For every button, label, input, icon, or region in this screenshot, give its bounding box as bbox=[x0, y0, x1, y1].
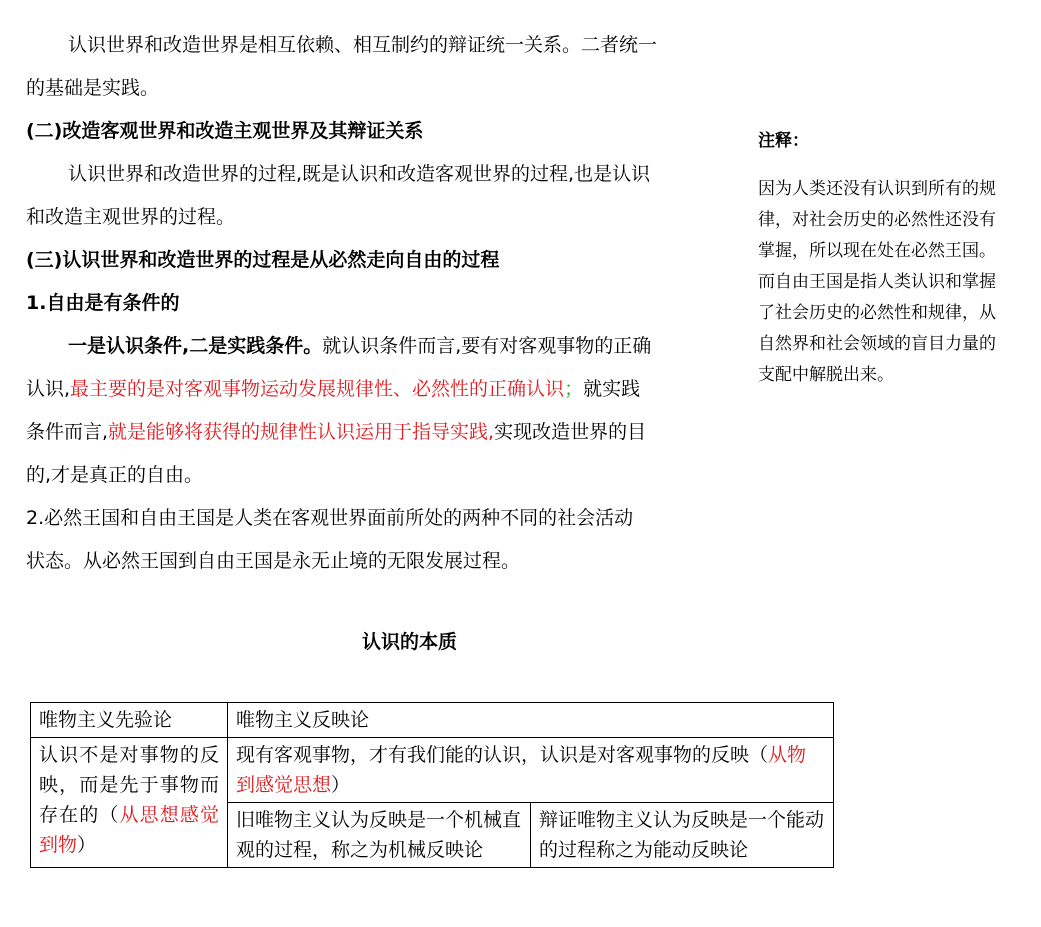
annotation-line: 因为人类还没有认识到所有的规 bbox=[758, 179, 996, 199]
green-semicolon: ； bbox=[564, 378, 584, 400]
comparison-table bbox=[30, 702, 834, 868]
table-row bbox=[31, 703, 834, 738]
paragraph-3-text-1: 就认识条件而言,要有对客观事物的正确 bbox=[322, 335, 652, 357]
annotation-line: 支配中解脱出来。 bbox=[758, 365, 894, 385]
paragraph-3-text-2: 认识, bbox=[26, 378, 71, 400]
paragraph-4-line-2: 状态。从必然王国到自由王国是永无止境的无限发展过程。 bbox=[26, 550, 521, 572]
annotation-line: 了社会历史的必然性和规律，从 bbox=[758, 303, 996, 323]
main-text bbox=[26, 24, 716, 583]
header-cell-apriorism: 唯物主义先验论 bbox=[31, 703, 228, 738]
paragraph-3-line-1 bbox=[26, 325, 716, 368]
reflection-cell bbox=[228, 738, 834, 803]
reflection-red-text: 从物到感觉思想 bbox=[236, 744, 807, 796]
heading-3: (三)认识世界和改造世界的过程是从必然走向自由的过程 bbox=[26, 249, 500, 271]
annotation-title: 注释： bbox=[758, 131, 809, 151]
annotation-line: 而自由王国是指人类认识和掌握 bbox=[758, 272, 996, 292]
heading-3-sub: 1.自由是有条件的 bbox=[26, 292, 180, 314]
paragraph-3-text-4: 条件而言, bbox=[26, 421, 109, 443]
annotation-panel bbox=[758, 124, 1028, 391]
annotation-line: 掌握，所以现在处在必然王国。 bbox=[758, 241, 996, 261]
paragraph-2-line-2: 和改造主观世界的过程。 bbox=[26, 206, 236, 228]
conditions-bold: 一是认识条件,二是实践条件。 bbox=[68, 335, 323, 357]
paragraph-3-line-2 bbox=[26, 368, 716, 411]
heading-2: (二)改造客观世界和改造主观世界及其辩证关系 bbox=[26, 120, 424, 142]
paragraph-3-text-5: 实现改造世界的目 bbox=[494, 421, 647, 443]
highlight-red-2: 就是能够将获得的规律性认识运用于指导实践, bbox=[108, 421, 495, 443]
header-cell-reflection: 唯物主义反映论 bbox=[228, 703, 834, 738]
section-title: 认识的本质 bbox=[362, 631, 458, 653]
old-materialism-cell: 旧唯物主义认为反映是一个机械直观的过程，称之为机械反映论 bbox=[228, 803, 531, 868]
paragraph-3-line-4: 的,才是真正的自由。 bbox=[26, 464, 204, 486]
table-row bbox=[31, 738, 834, 803]
apriorism-cell bbox=[31, 738, 228, 868]
reflection-text: 现有客观事物，才有我们能的认识，认识是对客观事物的反映（ bbox=[236, 744, 769, 766]
annotation-line: 律，对社会历史的必然性还没有 bbox=[758, 210, 996, 230]
paragraph-1-line-1: 认识世界和改造世界是相互依赖、相互制约的辩证统一关系。二者统一 bbox=[68, 34, 658, 56]
paragraph-3-text-3: 就实践 bbox=[583, 378, 641, 400]
annotation-line: 自然界和社会领域的盲目力量的 bbox=[758, 334, 996, 354]
paragraph-3-line-3 bbox=[26, 411, 716, 454]
paragraph-2-line-1: 认识世界和改造世界的过程,既是认识和改造客观世界的过程,也是认识 bbox=[68, 163, 651, 185]
paragraph-4-line-1: 2.必然王国和自由王国是人类在客观世界面前所处的两种不同的社会活动 bbox=[26, 507, 634, 529]
dialectical-materialism-cell: 辩证唯物主义认为反映是一个能动的过程称之为能动反映论 bbox=[531, 803, 834, 868]
apriorism-end: ） bbox=[77, 834, 97, 856]
reflection-end: ） bbox=[331, 774, 351, 796]
paragraph-1-line-2: 的基础是实践。 bbox=[26, 77, 160, 99]
apriorism-red-text: 从思想感觉到物 bbox=[39, 804, 219, 856]
highlight-red-1: 最主要的是对客观事物运动发展规律性、必然性的正确认识 bbox=[70, 378, 565, 400]
apriorism-text: 认识不是对事物的反映，而是先于事物而存在的（ bbox=[39, 744, 219, 826]
